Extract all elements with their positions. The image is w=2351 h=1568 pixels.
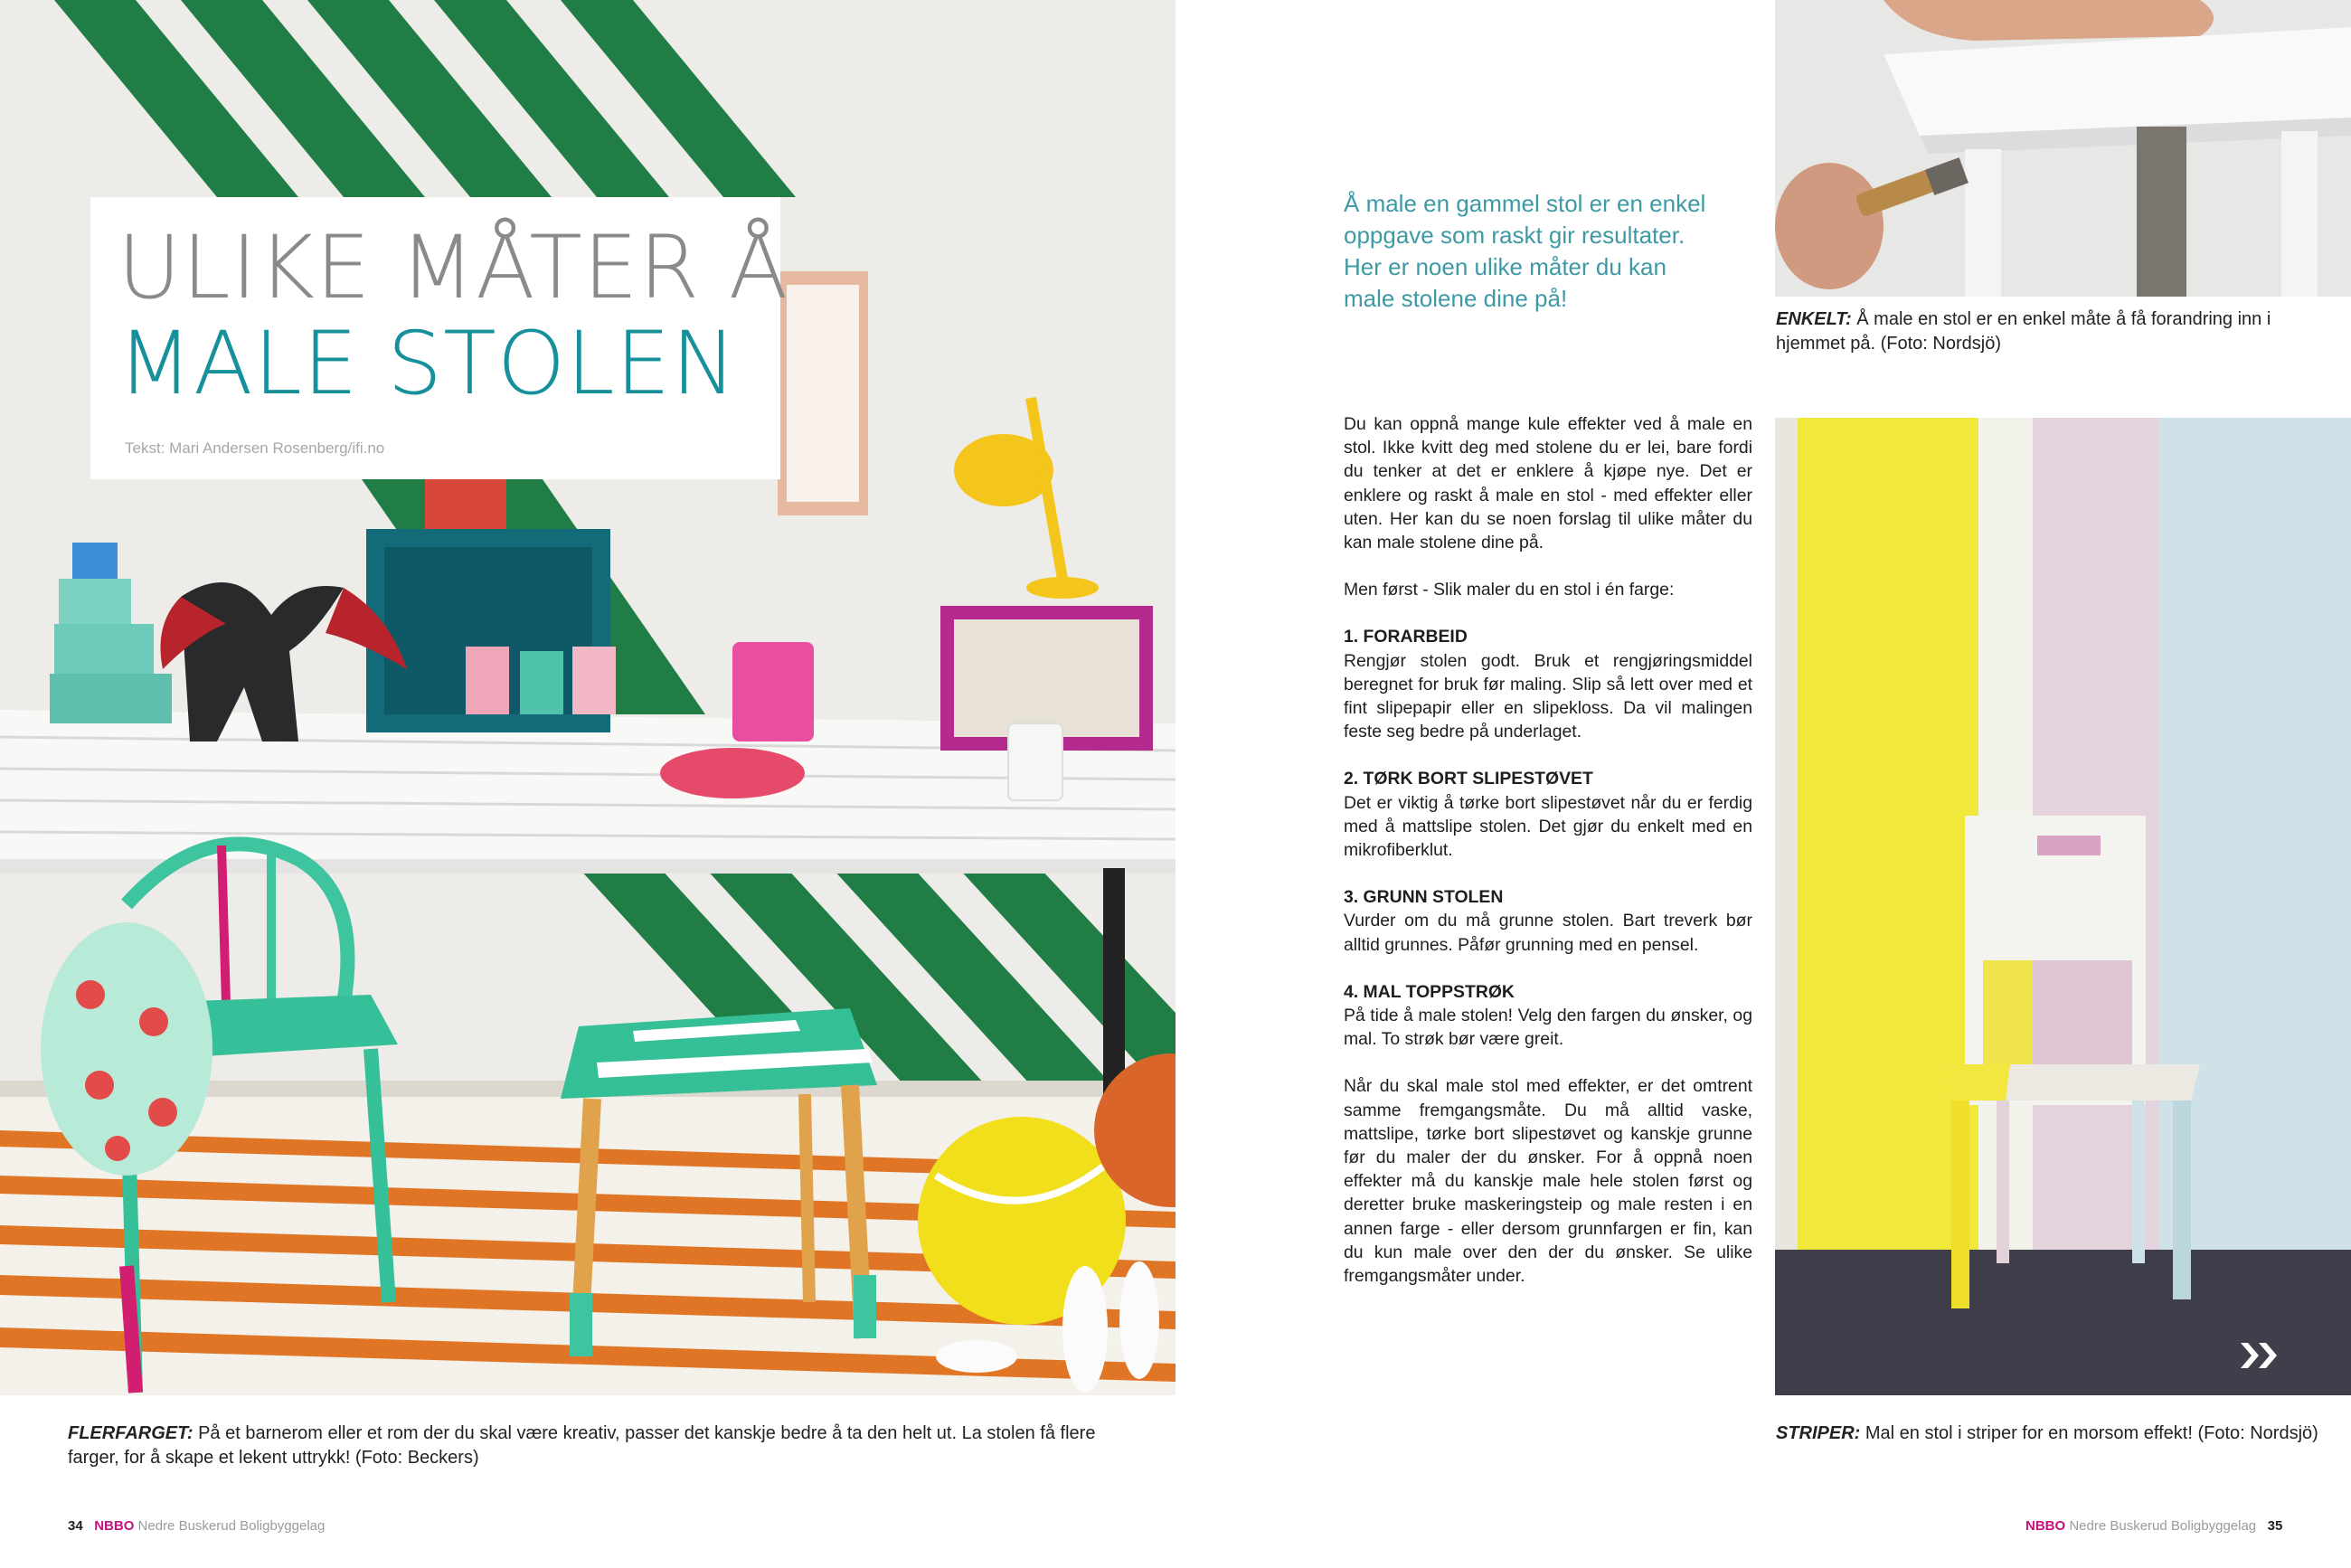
article-body bbox=[1344, 412, 1752, 1311]
section-heading: 2. TØRK BORT SLIPESTØVET bbox=[1344, 769, 1593, 789]
caption-text: Mal en stol i striper for en morsom effekt! (Foto: Nordsjö) bbox=[1860, 1423, 2318, 1443]
caption-striper bbox=[1776, 1422, 2318, 1446]
photo-enkelt bbox=[1775, 0, 2351, 297]
section-heading: 3. GRUNN STOLEN bbox=[1344, 887, 1504, 908]
caption-text: Å male en stol er en enkel måte å få forandring inn i hjemmet på. (Foto: Nordsjö) bbox=[1776, 309, 2271, 354]
brand-name: NBBO bbox=[2025, 1518, 2066, 1534]
section-tork-bort bbox=[1344, 767, 1752, 862]
first-paragraph: Men først - Slik maler du en stol i én farge: bbox=[1344, 580, 1675, 600]
section-text: Det er viktig å tørke bort slipestøvet når du er ferdig med å mattslipe stolen. Det gjør du enkelt med en mikrofiberklut. bbox=[1344, 792, 1752, 861]
footer-right bbox=[2025, 1518, 2282, 1534]
page-number: 35 bbox=[2267, 1518, 2283, 1534]
caption-label: ENKELT: bbox=[1776, 309, 1852, 329]
section-forarbeid bbox=[1344, 625, 1752, 743]
headline-line-1: ULIKE MÅTER Å bbox=[118, 217, 789, 318]
section-grunn bbox=[1344, 885, 1752, 957]
section-text: Vurder om du må grunne stolen. Bart treverk bør alltid grunnes. Påfør grunning med en pensel. bbox=[1344, 911, 1752, 955]
closing-paragraph: Når du skal male stol med effekter, er det omtrent samme fremgangsmåte. Du må alltid vaske, mattslipe, tørke bort slipestøvet og kanskje grunne før du maler der du ønsker. For å oppnå noen effekter må du kanskje male hele stolen først og deretter bruke maskeringsteip og male resten i en annen farge - eller dersom grunnfargen er fin, kan du kun male over den der du ønsker. Se ulike fremgangsmåter under. bbox=[1344, 1076, 1752, 1287]
caption-flerfarget bbox=[68, 1422, 1099, 1470]
organization-name: Nedre Buskerud Boligbyggelag bbox=[137, 1518, 326, 1534]
caption-label: STRIPER: bbox=[1776, 1423, 1861, 1443]
photo-flerfarget bbox=[0, 0, 1176, 1395]
footer-left bbox=[68, 1518, 325, 1534]
page-number: 34 bbox=[68, 1518, 83, 1534]
next-page-button[interactable] bbox=[2239, 1339, 2282, 1372]
caption-enkelt bbox=[1776, 307, 2282, 356]
section-heading: 4. MAL TOPPSTRØK bbox=[1344, 981, 1515, 1002]
lead-paragraph: Å male en gammel stol er en enkel oppgave som raskt gir resultater. Her er noen ulike måter du kan male stolene dine på! bbox=[1344, 190, 1706, 312]
double-chevron-right-icon bbox=[2239, 1339, 2282, 1372]
photo-striper bbox=[1775, 418, 2351, 1395]
organization-name: Nedre Buskerud Boligbyggelag bbox=[2069, 1518, 2257, 1534]
section-text: Rengjør stolen godt. Bruk et rengjøringsmiddel beregnet for bruk før maling. Slip så lett over med et fint slipepapir eller en slipekloss. Da vil malingen feste seg bedre på underlaget. bbox=[1344, 650, 1752, 742]
caption-text: På et barnerom eller et rom der du skal være kreativ, passer det kanskje bedre å ta den helt ut. La stolen få flere farger, for å skape et lekent uttrykk! (Foto: Beckers) bbox=[68, 1423, 1096, 1468]
caption-label: FLERFARGET: bbox=[68, 1423, 194, 1443]
section-heading: 1. FORARBEID bbox=[1344, 627, 1468, 647]
section-toppstrok bbox=[1344, 980, 1752, 1052]
title-card bbox=[90, 197, 789, 479]
brand-name: NBBO bbox=[94, 1518, 135, 1534]
headline-line-2: MALE STOLEN bbox=[118, 313, 738, 414]
byline: Tekst: Mari Andersen Rosenberg/ifi.no bbox=[125, 439, 385, 457]
section-text: På tide å male stolen! Velg den fargen du ønsker, og mal. To strøk bør være greit. bbox=[1344, 1006, 1752, 1050]
intro-paragraph: Du kan oppnå mange kule effekter ved å male en stol. Ikke kvitt deg med stolene du er lei, bare fordi du tenker at det er enklere å kjøpe nye. Det er enklere og raskt å male en stol - med effekter eller uten. Her kan du se noen forslag til ulike måter du kan male stolene dine på. bbox=[1344, 414, 1752, 553]
